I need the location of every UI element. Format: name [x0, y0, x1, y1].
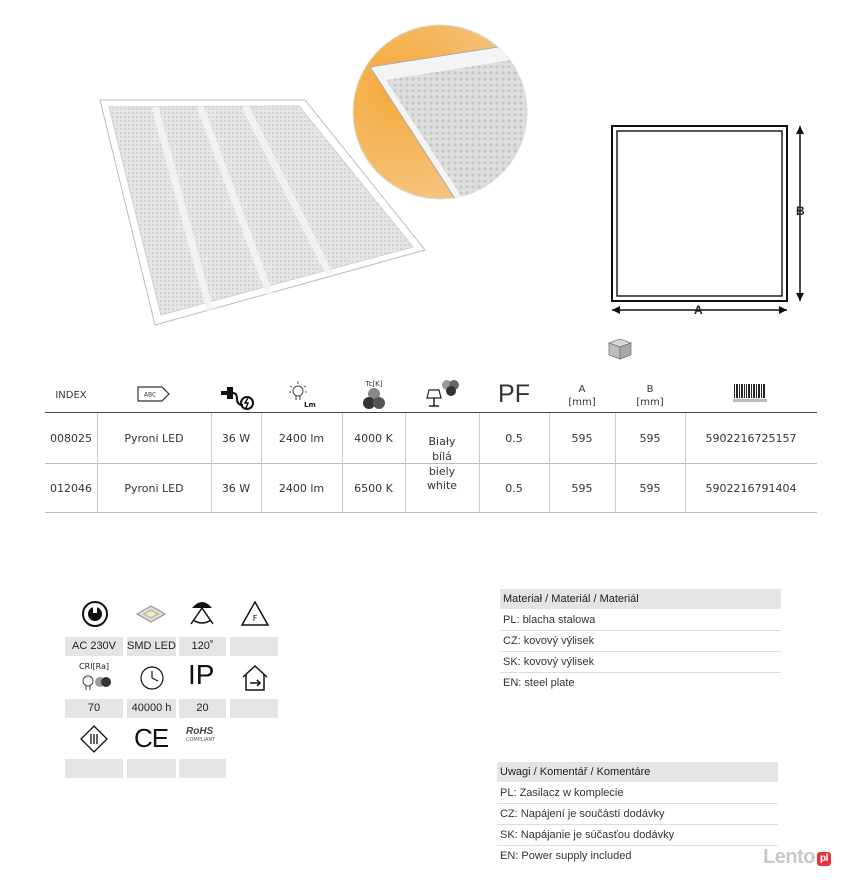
- watermark-suffix: pl: [817, 852, 831, 866]
- feature-empty-5: [179, 759, 226, 778]
- feature-source: SMD LED: [127, 637, 176, 656]
- colour-line-3: biely: [428, 465, 456, 478]
- feature-empty-4: [127, 759, 176, 778]
- power-plug-icon: [217, 379, 255, 411]
- row2-index: 012046: [50, 482, 92, 495]
- header-b: B: [646, 384, 654, 395]
- luminous-flux-icon: [288, 378, 318, 410]
- row1-name: Pyroni LED: [124, 432, 184, 445]
- header-index: INDEX: [55, 390, 87, 401]
- lifetime-clock-icon: [137, 664, 167, 692]
- cri-icon: [80, 672, 112, 694]
- row2-power: 36 W: [221, 482, 251, 495]
- notes-line-sk: SK: Napájanie je súčasťou dodávky: [497, 825, 778, 846]
- material-line-pl: PL: blacha stalowa: [500, 610, 781, 631]
- zoom-detail-photo: [350, 22, 530, 202]
- row2-pf: 0.5: [505, 482, 523, 495]
- feature-empty-2: [230, 699, 278, 718]
- feature-ip: 20: [179, 699, 226, 718]
- row1-power: 36 W: [221, 432, 251, 445]
- feature-lifetime: 40000 h: [127, 699, 176, 718]
- row1-b: 595: [639, 432, 661, 445]
- rohs-label: RoHS: [186, 726, 214, 737]
- row1-index: 008025: [50, 432, 92, 445]
- feature-empty-3: [65, 759, 123, 778]
- smd-led-chip-icon: [134, 602, 168, 626]
- power-socket-icon: [81, 600, 109, 628]
- colour-lamp-icon: [425, 378, 463, 410]
- spec-table: [45, 378, 817, 514]
- colour-line-1: Biały: [428, 435, 456, 448]
- rohs-sub: COMPLIANT: [186, 737, 216, 743]
- protection-class-icon: [79, 724, 109, 754]
- feature-angle: 120˚: [179, 637, 226, 656]
- colour-line-2: bílá: [432, 450, 452, 463]
- row2-ean: 5902216791404: [705, 482, 797, 495]
- watermark-text: Lento: [763, 846, 815, 868]
- header-a: A: [578, 384, 586, 395]
- color-temperature-icon: [360, 387, 388, 411]
- row2-temp: 6500 K: [354, 482, 393, 495]
- row1-pf: 0.5: [505, 432, 523, 445]
- header-tc: Tc[K]: [365, 380, 383, 388]
- cri-label: CRI[Ra]: [79, 662, 110, 671]
- barcode-icon: [733, 383, 767, 403]
- material-heading: Materiał / Materiál / Materiál: [500, 589, 781, 609]
- svg-text:ABC: ABC: [143, 391, 157, 399]
- dimension-label-b: B: [796, 204, 805, 218]
- svg-text:Lm: Lm: [304, 401, 316, 409]
- beam-angle-icon: [188, 598, 216, 628]
- svg-text:F: F: [252, 614, 258, 623]
- row1-ean: 5902216725157: [705, 432, 797, 445]
- name-tag-icon: [136, 384, 172, 404]
- header-pf: PF: [498, 380, 530, 408]
- colour-line-4: white: [426, 479, 458, 492]
- ce-mark-icon: CE: [134, 723, 169, 753]
- feature-empty-1: [230, 637, 278, 656]
- row1-a: 595: [571, 432, 593, 445]
- ip-icon: IP: [188, 659, 215, 690]
- row2-b: 595: [639, 482, 661, 495]
- lento-watermark: [763, 846, 831, 869]
- notes-line-pl: PL: Zasilacz w komplecie: [497, 783, 778, 804]
- feature-voltage: AC 230V: [65, 637, 123, 656]
- indoor-use-icon: [240, 663, 270, 693]
- row2-a: 595: [571, 482, 593, 495]
- notes-line-cz: CZ: Napájení je součástí dodávky: [497, 804, 778, 825]
- notes-line-en: EN: Power supply included: [500, 850, 632, 862]
- rohs-icon: [186, 726, 220, 744]
- flammable-surface-icon: [240, 600, 270, 628]
- material-line-en: EN: steel plate: [503, 677, 575, 689]
- header-b-unit: [mm]: [636, 397, 664, 408]
- package-icon: [605, 336, 635, 362]
- feature-cri: 70: [65, 699, 123, 718]
- notes-heading: Uwagi / Komentář / Komentáre: [497, 762, 778, 782]
- dimension-drawing: [600, 118, 815, 318]
- row2-name: Pyroni LED: [124, 482, 184, 495]
- dimension-label-a: A: [694, 303, 703, 317]
- row1-flux: 2400 lm: [278, 432, 325, 445]
- material-line-sk: SK: kovový výlisek: [500, 652, 781, 673]
- row2-flux: 2400 lm: [278, 482, 325, 495]
- header-a-unit: [mm]: [568, 397, 596, 408]
- material-line-cz: CZ: kovový výlisek: [500, 631, 781, 652]
- row1-temp: 4000 K: [354, 432, 393, 445]
